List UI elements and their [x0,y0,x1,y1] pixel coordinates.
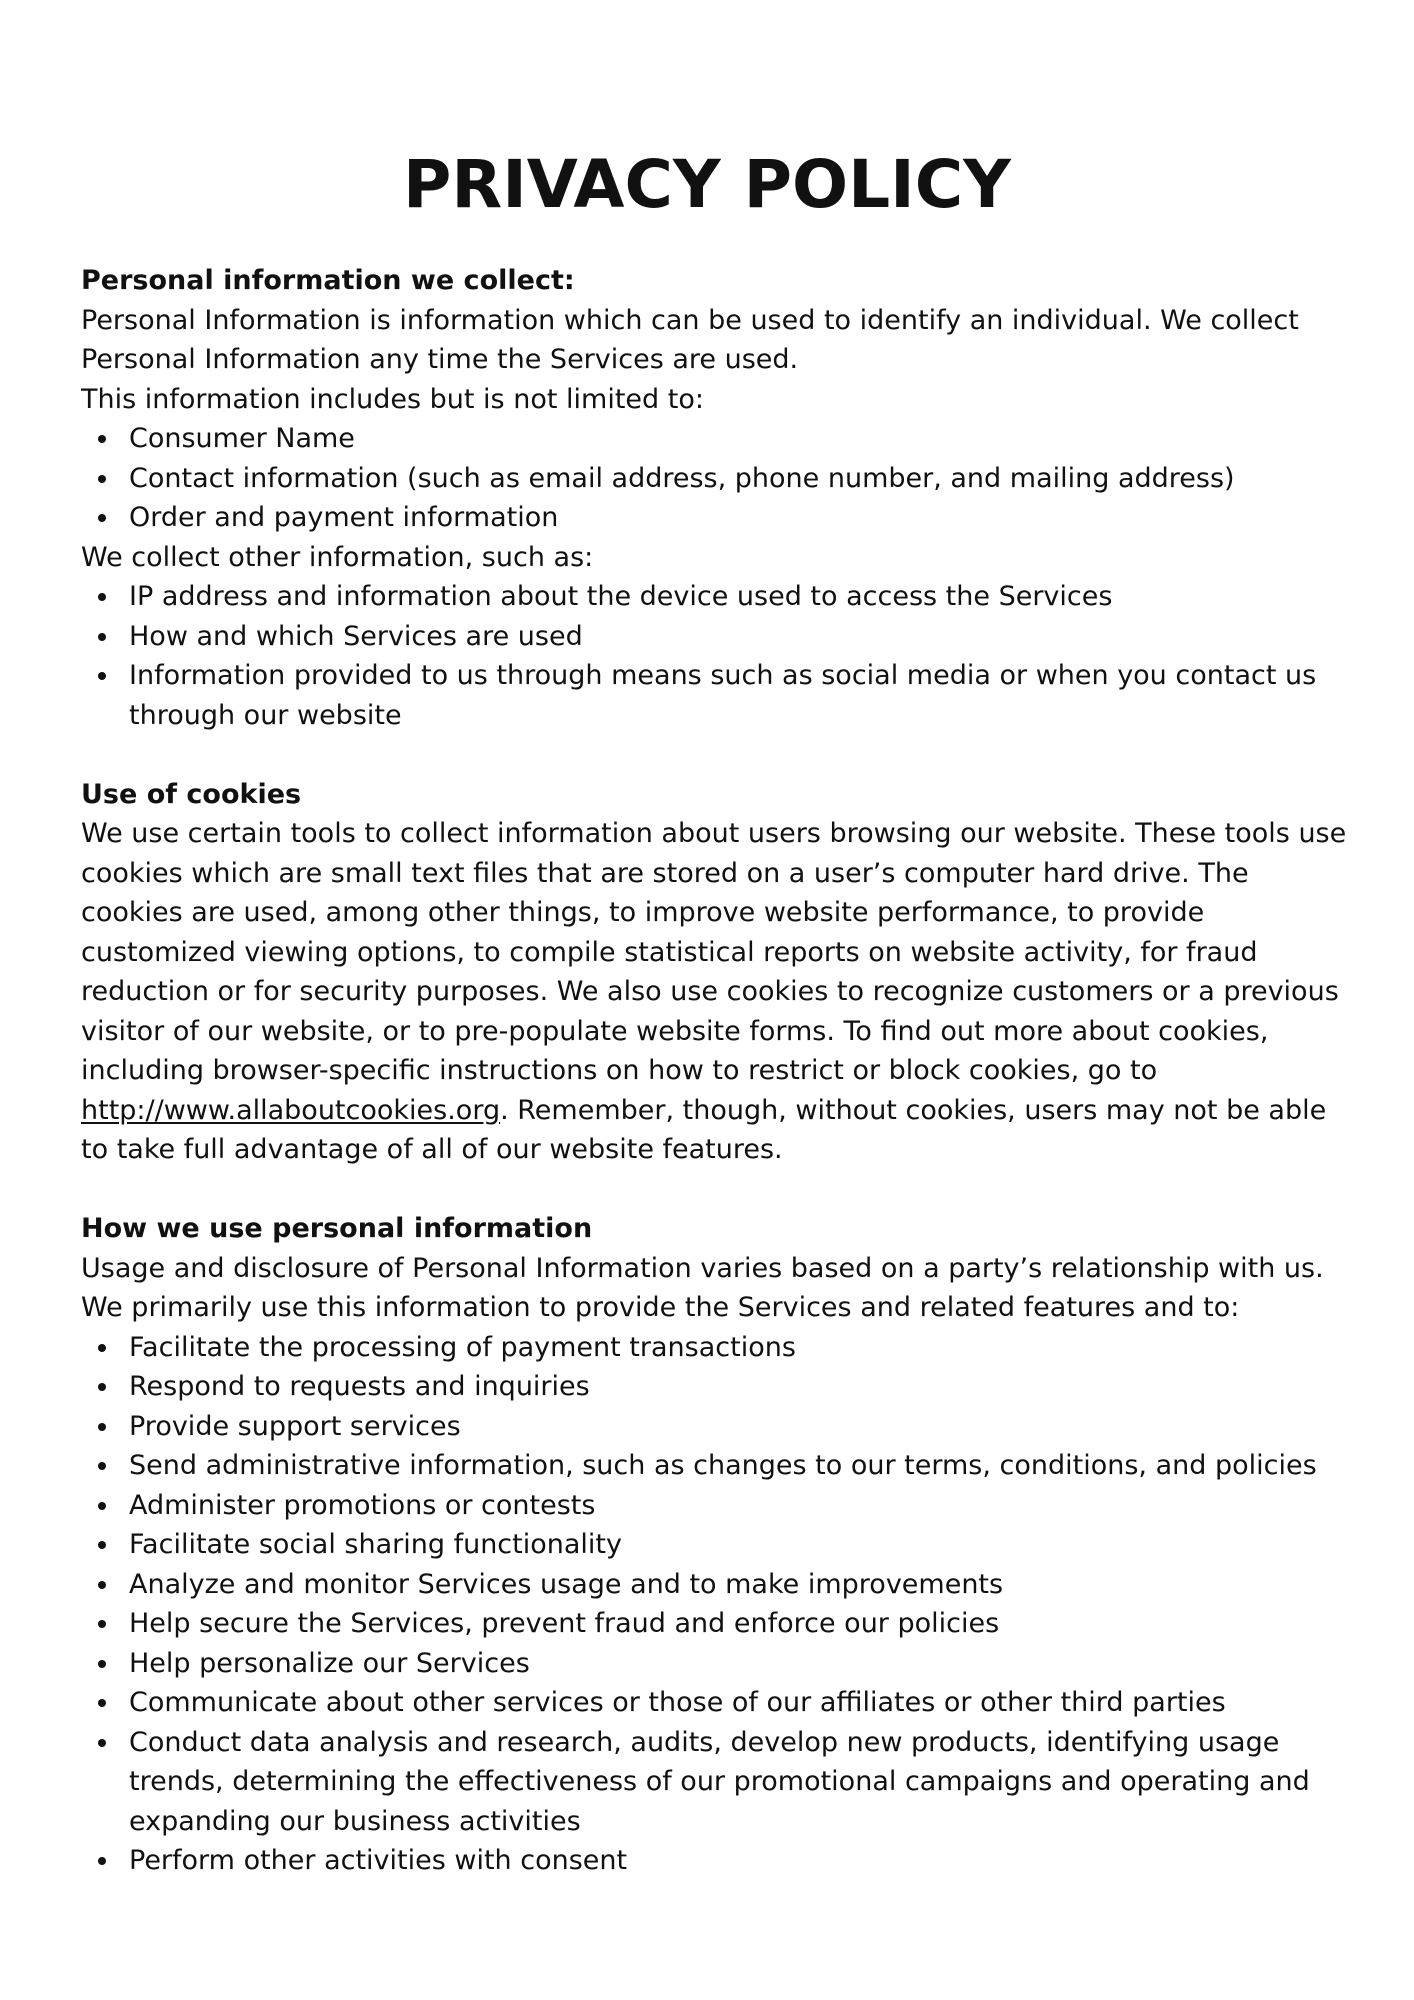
section-use-of-cookies [81,775,1351,1170]
paragraph: This information includes but is not limited to: [81,383,704,415]
list-item: Facilitate social sharing functionality [81,1525,1351,1565]
paragraph: Personal Information is information which can be used to identify an individual. We collect Personal Information any time the Services are used. [81,304,1299,375]
list-item: Contact information (such as email address, phone number, and mailing address) [81,459,1351,499]
list-item: Help personalize our Services [81,1644,1351,1684]
paragraph: We collect other information, such as: [81,541,594,573]
document-body [81,261,1351,1881]
paragraph-text: We use certain tools to collect information about users browsing our website. These tools use cookies which are small text files that are stored on a user’s computer hard drive. The cookies are used, among other things, to improve website performance, to provide customized viewing options, to compile statistical reports on website activity, for fraud reduction or for security purposes. We also use cookies to recognize customers or a previous visitor of our website, or to pre-populate website forms. To find out more about cookies, including browser-specific instructions on how to restrict or block cookies, go to [81,818,1347,1086]
list-item: Analyze and monitor Services usage and to make improvements [81,1565,1351,1605]
list-item: Information provided to us through means such as social media or when you contact us through our website [81,656,1351,735]
list-item: IP address and information about the device used to access the Services [81,577,1351,617]
list-item: Conduct data analysis and research, audits, develop new products, identifying usage trends, determining the effectiveness of our promotional campaigns and operating and expanding our business activities [81,1723,1351,1842]
list-item: Consumer Name [81,419,1351,459]
paragraph [81,814,1351,1170]
list-item: Communicate about other services or those of our affiliates or other third parties [81,1683,1351,1723]
section-heading: How we use personal information [81,1213,593,1244]
list-item: Respond to requests and inquiries [81,1367,1351,1407]
section-how-we-use [81,1209,1351,1881]
list-item: Provide support services [81,1407,1351,1447]
section-heading: Personal information we collect: [81,265,575,296]
list-item: How and which Services are used [81,617,1351,657]
list-item: Facilitate the processing of payment transactions [81,1328,1351,1368]
section-heading: Use of cookies [81,778,302,810]
allaboutcookies-link[interactable]: http://www.allaboutcookies.org [81,1094,501,1126]
section-personal-information [81,261,1351,735]
bullet-list [81,419,1351,538]
bullet-list [81,577,1351,735]
page-title: PRIVACY POLICY [403,146,1011,223]
list-item: Administer promotions or contests [81,1486,1351,1526]
list-item: Perform other activities with consent [81,1841,1351,1881]
list-item: Order and payment information [81,498,1351,538]
list-item: Send administrative information, such as changes to our terms, conditions, and policies [81,1446,1351,1486]
paragraph-text: . Remember, though, without cookies, users may not be able to take full advantage of all of our website features. [81,1094,1327,1165]
paragraph: Usage and disclosure of Personal Information varies based on a party’s relationship with us. We primarily use this information to provide the Services and related features and to: [81,1252,1324,1323]
bullet-list [81,1328,1351,1881]
list-item: Help secure the Services, prevent fraud and enforce our policies [81,1604,1351,1644]
